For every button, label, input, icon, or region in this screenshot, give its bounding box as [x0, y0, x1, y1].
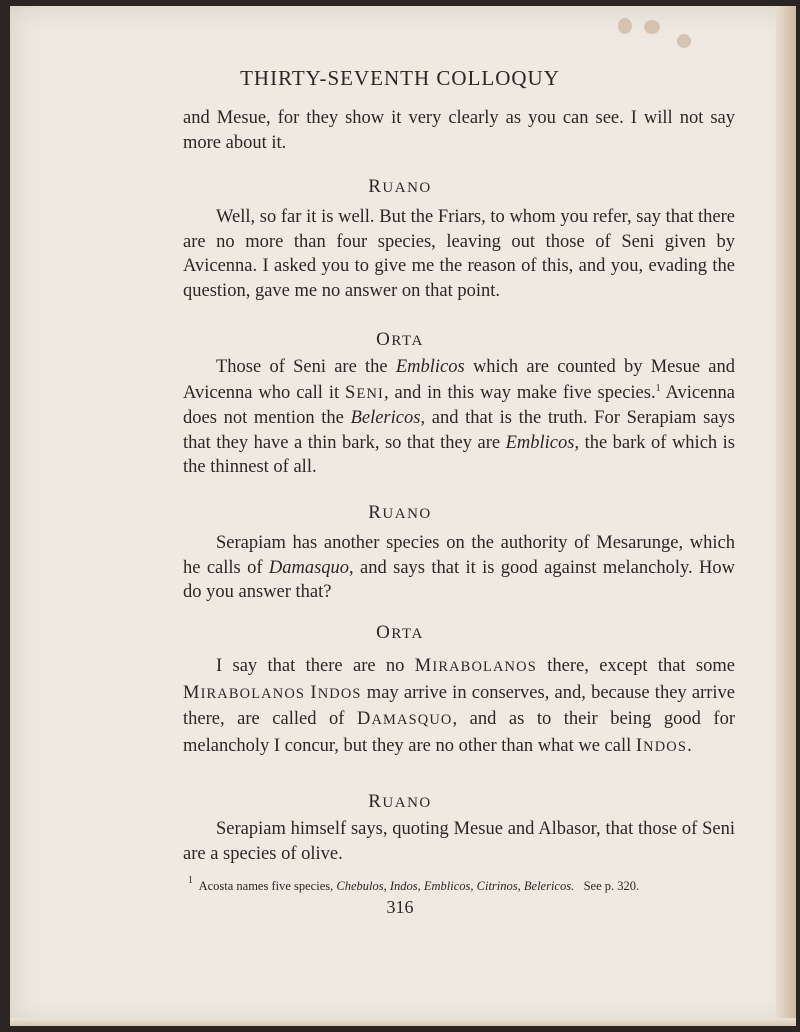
stain-mark [677, 34, 691, 48]
small-caps-term: MIRABOLANOS INDOS [183, 681, 362, 702]
paragraph-text: and Mesue, for they show it very clearly as you can see. I will not say more about it. [183, 108, 735, 153]
footnote-text: See p. 320. [583, 879, 640, 893]
small-caps-term: SENI [345, 381, 384, 402]
page-bottom-edge [10, 1018, 796, 1026]
small-caps-term: DAMASQUO [356, 708, 453, 728]
paragraph-text [183, 355, 735, 480]
speaker-name: UANO [382, 795, 432, 811]
paragraph [183, 355, 735, 480]
text-run: there, except that some [536, 656, 735, 676]
speaker-heading: RUANO [368, 502, 432, 523]
text-run: Avicenna does not mention the [183, 382, 735, 428]
paragraph-text: Well, so far it is well. But the Friars, to whom you refer, say that there are no more than four species, leaving out those of Seni given by Avicenna. I asked you to give me the reason of this, and you, evading the question, gave me no answer on that point. [183, 207, 735, 301]
speaker-heading: RUANO [368, 791, 432, 812]
footnote [188, 875, 748, 894]
page-number: 316 [386, 897, 414, 917]
footnote-text: Acosta names five species, [198, 879, 337, 893]
speaker-name: UANO [382, 506, 432, 522]
paragraph [183, 106, 735, 155]
paragraph [183, 531, 735, 605]
speaker-heading: ORTA [376, 622, 424, 643]
small-caps-term: MIRABOLANOS [414, 655, 537, 675]
text-run: , and that is the truth. For Serapiam says that they have a thin bark, so that they are [183, 408, 735, 453]
speaker-name: RTA [391, 626, 424, 642]
text-run: may arrive in conserves, and, because they arrive there, are called of [183, 682, 735, 729]
italic-term: Damasquo [268, 557, 350, 578]
footnote-marker: 1 [655, 382, 661, 394]
text-run: . [687, 735, 692, 756]
paragraph-text [183, 653, 735, 759]
italic-term: Emblicos [395, 357, 465, 377]
paragraph [183, 205, 735, 303]
speaker-name: RTA [391, 333, 424, 349]
speaker-heading: ORTA [376, 329, 424, 350]
stain-mark [644, 20, 660, 34]
text-run: , and says that it is good against melancholy. How do you answer that? [183, 557, 735, 602]
text-run: , the bark of which is the thinnest of all. [183, 432, 735, 477]
paragraph [183, 817, 735, 866]
paragraph-text [183, 531, 735, 605]
speaker-name: UANO [382, 180, 432, 196]
italic-term: Emblicos [505, 432, 575, 453]
speaker-heading: RUANO [368, 176, 432, 197]
small-caps-term: INDOS [635, 734, 688, 755]
text-run: Those of Seni are the [216, 357, 396, 377]
footnote-number: 1 [188, 875, 193, 886]
footnote-italic: Chebulos, Indos, Emblicos, Citrinos, Belericos. [336, 879, 575, 893]
italic-term: Belericos [350, 408, 421, 428]
text-run: Serapiam has another species on the authority of Mesarunge, which he calls of [183, 533, 735, 578]
stain-mark [618, 18, 632, 34]
paragraph [183, 653, 735, 759]
text-run: I say that there are no [216, 656, 415, 676]
text-run: which are counted by Mesue and Avicenna who call it [183, 357, 735, 403]
text-run: , and in this way make five species. [383, 382, 656, 403]
running-header: THIRTY-SEVENTH COLLOQUY [240, 66, 560, 90]
text-run: , and as to their being good for melancholy I concur, but they are no other than what we call [183, 709, 735, 756]
paragraph-text: Serapiam himself says, quoting Mesue and Albasor, that those of Seni are a species of olive. [183, 819, 735, 864]
